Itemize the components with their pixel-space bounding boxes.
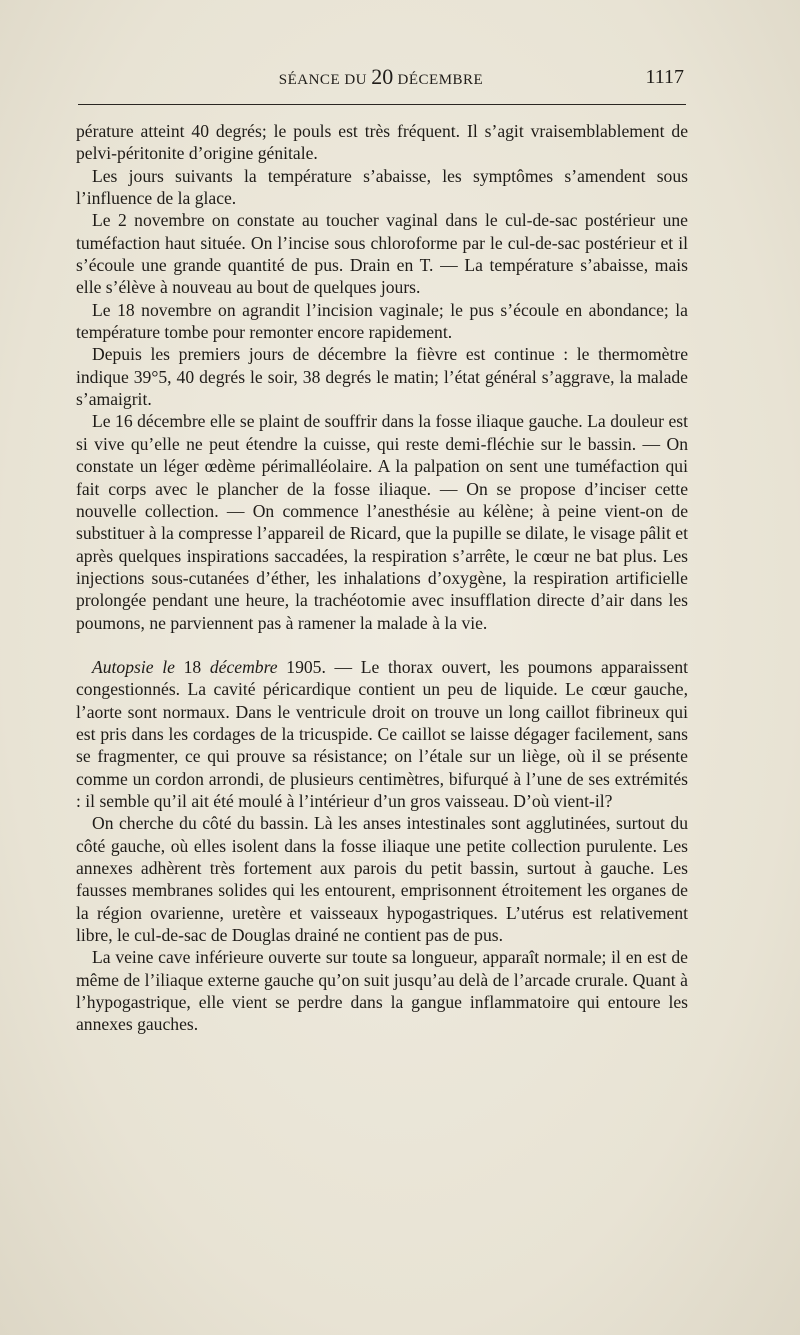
paragraph: Le 16 décembre elle se plaint de souffrir dans la fosse iliaque gauche. La douleur est si vive qu’elle ne peut étendre la cuisse, qui reste demi-fléchie sur le bassin. — On constate un léger œdème périmalléolaire. A la palpation on sent une tuméfaction qui fait corps avec le plancher de la fosse iliaque. — On se propose d’inciser cette nouvelle collection. — On commence l’anesthésie au kélène; à peine vient-on de substituer à la compresse l’appareil de Ricard, que la pupille se dilate, le visage pâlit et après quelques inspirations saccadées, la respiration s’arrête, le cœur ne bat plus. Les injections sous-cutanées d’éther, les inhalations d’oxygène, la respiration artificielle prolongée pendant une heure, la trachéotomie avec insufflation directe d’air dans les poumons, ne parviennent pas à ramener la malade à la vie. [76,411,688,633]
header-title-suffix: DÉCEMBRE [393,72,484,88]
paragraph: Le 18 novembre on agrandit l’incision vaginale; le pus s’écoule en abondance; la température tombe pour remonter encore rapidement. [76,299,688,343]
running-header [78,62,684,92]
autopsie-paragraph [76,656,688,812]
paragraph: Le 2 novembre on constate au toucher vaginal dans le cul-de-sac postérieur une tuméfaction haut située. On l’incise sous chloroforme par le cul-de-sac postérieur et il s’écoule une grande quantité de pus. Drain en T. — La température s’abaisse, mais elle s’élève à nouveau au bout de quelques jours. [76,210,688,298]
paragraph: Les jours suivants la température s’abaisse, les symptômes s’amendent sous l’influence de la glace. [76,165,688,209]
paragraph: pérature atteint 40 degrés; le pouls est très fréquent. Il s’agit vraisemblablement de pelvi-péritonite d’origine génitale. [76,121,688,164]
header-title-day: 20 [371,64,394,89]
page-number: 1117 [645,66,684,88]
autopsie-month: décembre [209,656,278,677]
header-title-prefix: SÉANCE DU [278,72,372,88]
autopsie-text: 1905. — Le thorax ouvert, les poumons apparaissent congestionnés. La cavité péricardique contient un peu de liquide. Le cœur gauche, l’aorte sont normaux. Dans le ventricule droit on trouve un long caillot fibrineux qui est pris dans les cordages de la tricuspide. Ce caillot se laisse dégager facilement, sans se fragmenter, ce qui prouve sa résistance; on l’étale sur un liège, où il se présente comme un cordon arrondi, de plusieurs centimètres, bifurqué à l’une de ses extrémités : il semble qu’il ait été moulé à l’intérieur d’un gros vaisseau. D’où vient-il? [76,656,688,811]
paragraph: Depuis les premiers jours de décembre la fièvre est continue : le thermomètre indique 39°5, 40 degrés le soir, 38 degrés le matin; l’état général s’aggrave, la malade s’amaigrit. [76,344,688,410]
paragraph: La veine cave inférieure ouverte sur toute sa longueur, apparaît normale; il en est de même de l’iliaque externe gauche qu’on suit jusqu’au delà de l’arcade crurale. Quant à l’hypogastrique, elle vient se perdre dans la gangue inflammatoire qui entoure les annexes gauches. [76,947,688,1035]
body-text [76,120,688,1036]
header-rule [78,104,686,105]
header-title [78,62,684,95]
autopsie-day: 18 [174,656,210,677]
paragraph: On cherche du côté du bassin. Là les anses intestinales sont agglutinées, surtout du côté gauche, où elles isolent dans la fosse iliaque une petite collection purulente. Les annexes adhèrent très fortement aux parois du petit bassin, surtout à gauche. Les fausses membranes solides qui les entourent, emprisonnent étroitement les organes de la région ovarienne, uretère et vaisseaux hypogastriques. L’utérus est relativement libre, le cul-de-sac de Douglas drainé ne contient pas de pus. [76,813,688,946]
autopsie-heading: Autopsie le [92,656,175,677]
